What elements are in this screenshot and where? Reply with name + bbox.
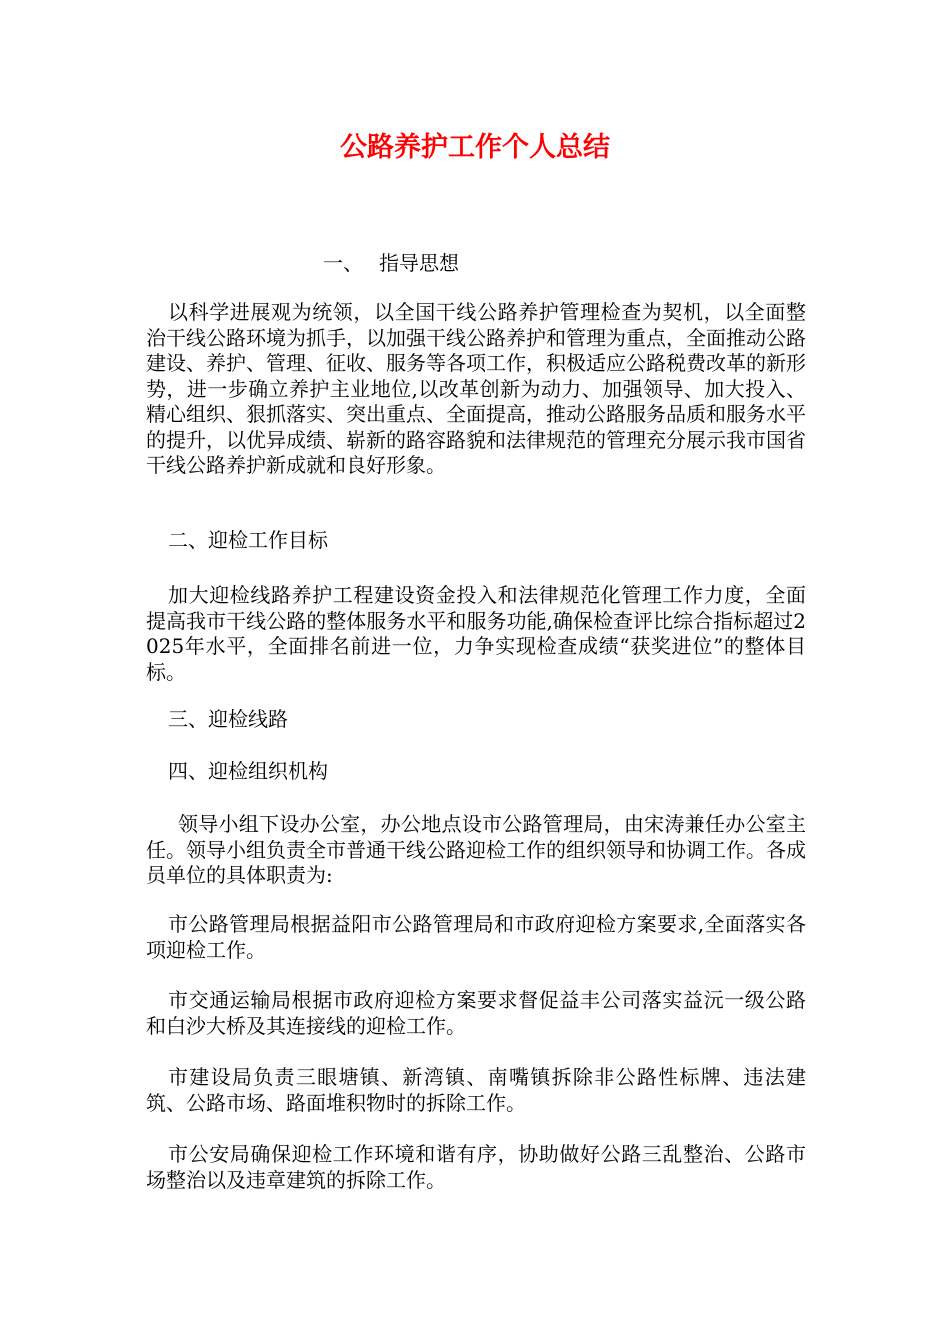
section4-para5-block [146,1142,806,1193]
section3-heading: 三、迎检线路 [168,707,288,731]
section2-heading-block [146,528,806,554]
section2-paragraph: 加大迎检线路养护工程建设资金投入和法律规范化管理工作力度，全面提高我市干线公路的整体服务水平和服务功能,确保检查评比综合指标超过2025年水平，全面排名前进一位，力争实现检查成绩“获奖进位”的整体目标。 [146,583,806,684]
section1-number: 一、 [323,251,363,275]
section4-para3-block [146,988,806,1039]
section4-paragraph: 市建设局负责三眼塘镇、新湾镇、南嘴镇拆除非公路性标牌、违法建筑、公路市场、路面堆积物时的拆除工作。 [146,1065,806,1115]
section4-paragraph: 领导小组下设办公室，办公地点设市公路管理局，由宋涛兼任办公室主任。领导小组负责全市普通干线公路迎检工作的组织领导和协调工作。各成员单位的具体职责为: [146,812,806,887]
section4-heading: 四、迎检组织机构 [168,759,328,783]
section4-para1-block [146,812,806,889]
section4-paragraph: 市公路管理局根据益阳市公路管理局和市政府迎检方案要求,全面落实各项迎检工作。 [146,912,806,962]
section2-heading: 二、迎检工作目标 [168,528,328,552]
section3-heading-block [146,707,806,733]
section2-body-block [146,583,806,685]
section1-paragraph: 以科学进展观为统领，以全国干线公路养护管理检查为契机，以全面整治干线公路环境为抓手，以加强干线公路养护和管理为重点，全面推动公路建设、养护、管理、征收、服务等各项工作，积极适应公路税费改革的新形势，进一步确立养护主业地位,以改革创新为动力、加强领导、加大投入、精心组织、狠抓落实、突出重点、全面提高，推动公路服务品质和服务水平的提升，以优异成绩、崭新的路容路貌和法律规范的管理充分展示我市国省干线公路养护新成就和良好形象。 [146,300,806,477]
document-title: 公路养护工作个人总结 [340,132,610,163]
section1-heading-text: 指导思想 [379,251,459,275]
section4-paragraph: 市公安局确保迎检工作环境和谐有序，协助做好公路三乱整治、公路市场整治以及违章建筑的拆除工作。 [146,1142,806,1192]
section4-para4-block [146,1065,806,1116]
section4-para2-block [146,912,806,963]
section1-heading [323,248,459,278]
section1-body-block [146,300,806,479]
section4-paragraph: 市交通运输局根据市政府迎检方案要求督促益丰公司落实益沅一级公路和白沙大桥及其连接线的迎检工作。 [146,988,806,1038]
section4-heading-block [146,759,806,785]
